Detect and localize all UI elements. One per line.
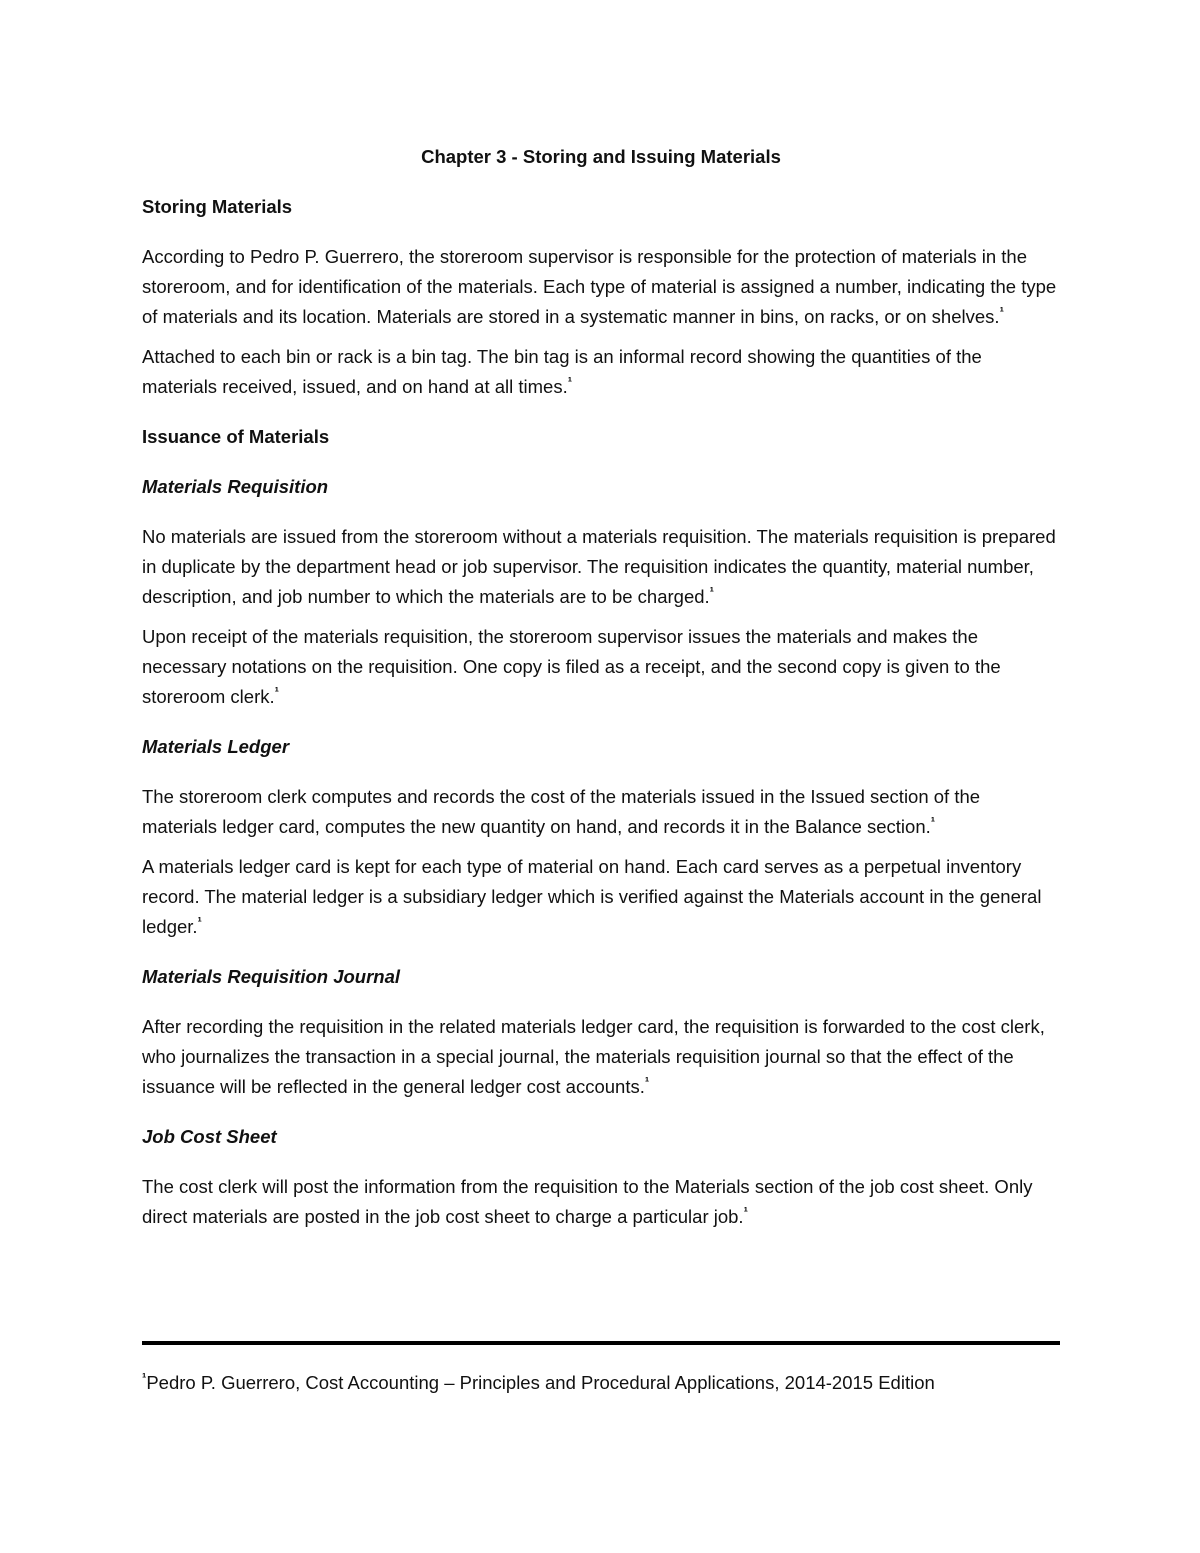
- footnote-reference: ¹: [709, 583, 714, 599]
- paragraph: [142, 852, 1060, 942]
- subheading-materials-ledger: Materials Ledger: [142, 736, 290, 757]
- footnote-divider: [142, 1341, 1060, 1345]
- footnote-reference: ¹: [743, 1203, 748, 1219]
- footnote-reference: ¹: [999, 303, 1004, 319]
- paragraph-text: After recording the requisition in the related materials ledger card, the requisition is forwarded to the cost clerk, who journalizes the transaction in a special journal, the materials requisition journal so that the effect of the issuance will be reflected in the general ledger cost accounts.: [142, 1016, 1045, 1097]
- section-heading-issuance: Issuance of Materials: [142, 426, 330, 447]
- paragraph: [142, 342, 1060, 402]
- paragraph-text: Attached to each bin or rack is a bin tag. The bin tag is an informal record showing the quantities of the materials received, issued, and on hand at all times.: [142, 346, 982, 397]
- paragraph-text: A materials ledger card is kept for each type of material on hand. Each card serves as a perpetual inventory record. The material ledger is a subsidiary ledger which is verified against the Materials account in the general ledger.: [142, 856, 1042, 937]
- paragraph-text: No materials are issued from the storeroom without a materials requisition. The materials requisition is prepared in duplicate by the department head or job supervisor. The requisition indicates the quantity, material number, description, and job number to which the materials are to be charged.: [142, 526, 1056, 607]
- subheading-job-cost-sheet: Job Cost Sheet: [142, 1126, 277, 1147]
- footnote-reference: ¹: [567, 373, 573, 389]
- paragraph-text: According to Pedro P. Guerrero, the storeroom supervisor is responsible for the protection of materials in the storeroom, and for identification of the materials. Each type of material is assigned a number, indicating the type of materials and its location. Materials are stored in a systematic manner in bins, on racks, or on shelves.: [142, 246, 1057, 327]
- page-title: Chapter 3 - Storing and Issuing Materials: [421, 146, 781, 167]
- section-heading-storing-materials: Storing Materials: [142, 196, 293, 217]
- footnote-reference: ¹: [930, 813, 936, 829]
- footnote-reference: ¹: [274, 683, 279, 699]
- paragraph: [142, 242, 1060, 332]
- footnote-reference: ¹: [197, 913, 202, 929]
- paragraph-text: Upon receipt of the materials requisition, the storeroom supervisor issues the materials and makes the necessary notations on the requisition. One copy is filed as a receipt, and the second copy is given to the storeroom clerk.: [142, 626, 1001, 707]
- paragraph: [142, 1172, 1060, 1232]
- subheading-materials-requisition: Materials Requisition: [142, 476, 329, 497]
- paragraph: [142, 622, 1060, 712]
- footnote: [142, 1368, 1060, 1398]
- footnote-text: Pedro P. Guerrero, Cost Accounting – Principles and Procedural Applications, 2014-2015 Edition: [146, 1372, 935, 1393]
- paragraph: [142, 1012, 1060, 1102]
- paragraph: [142, 522, 1060, 612]
- footnote-reference: ¹: [644, 1073, 650, 1089]
- paragraph: [142, 782, 1060, 842]
- paragraph-text: The cost clerk will post the information from the requisition to the Materials section of the job cost sheet. Only direct materials are posted in the job cost sheet to charge a particular job.: [142, 1176, 1033, 1227]
- subheading-requisition-journal: Materials Requisition Journal: [142, 966, 401, 987]
- footnote-marker: ¹: [142, 1369, 147, 1385]
- document-body: [142, 142, 1060, 1252]
- paragraph-text: The storeroom clerk computes and records the cost of the materials issued in the Issued section of the materials ledger card, computes the new quantity on hand, and records it in the Balance section.: [142, 786, 981, 837]
